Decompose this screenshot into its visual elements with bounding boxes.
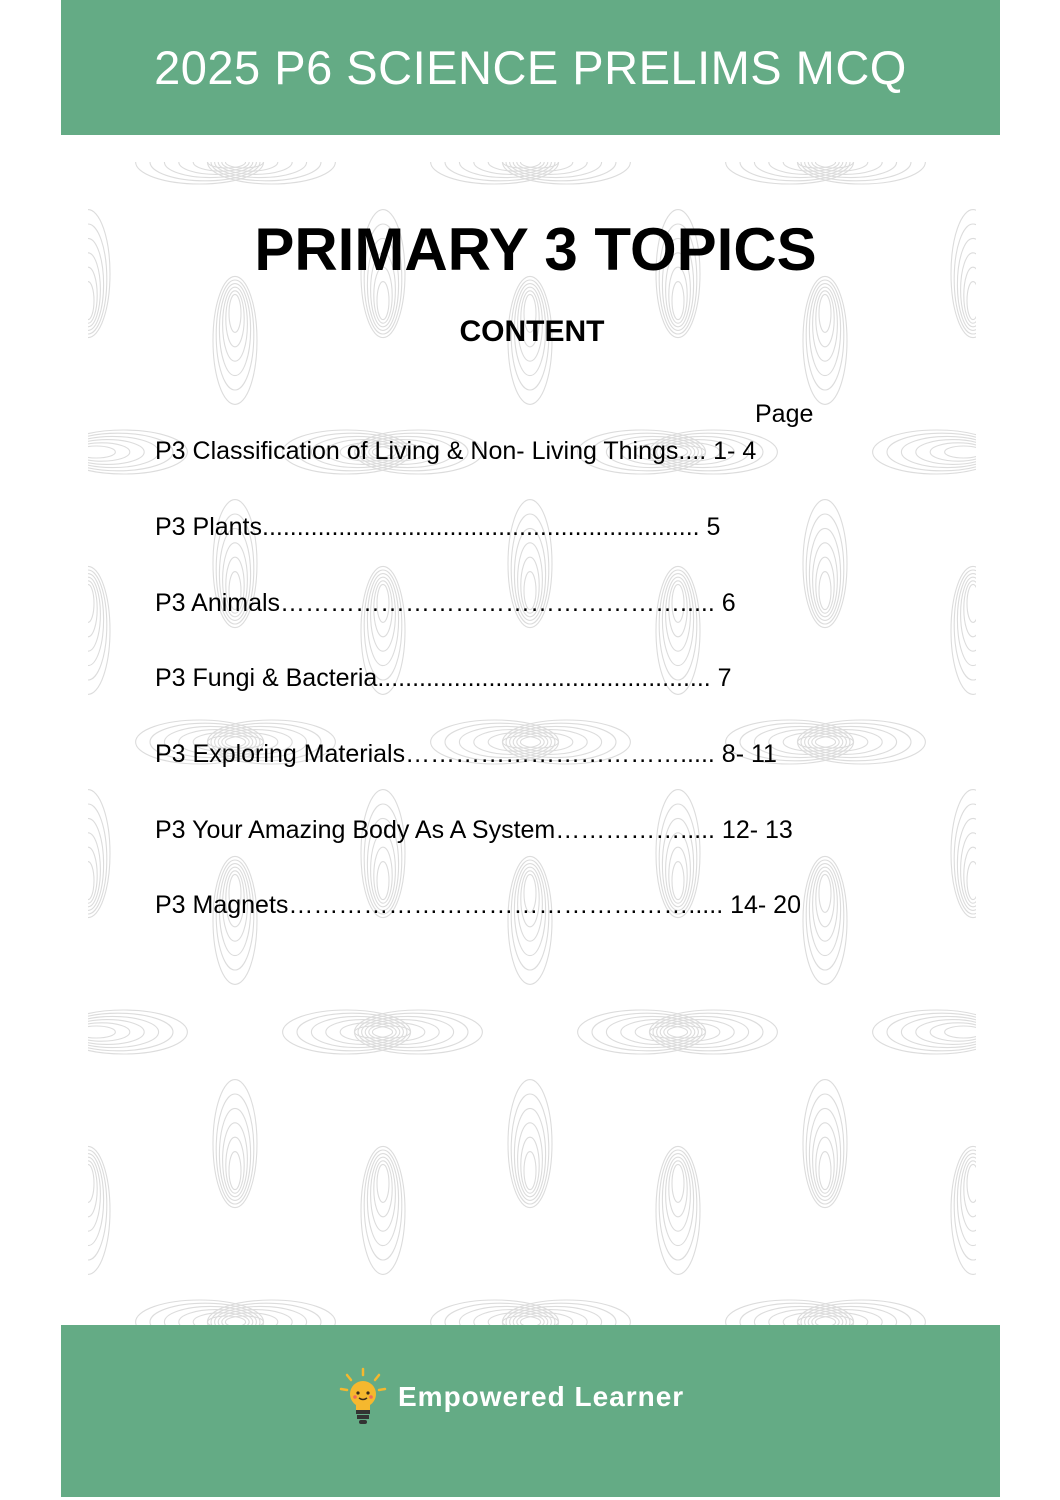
page-title: PRIMARY 3 TOPICS xyxy=(254,216,817,283)
toc-entry-plants: P3 Plants............................................................... 5 xyxy=(155,513,721,541)
toc-entry-fungi-bacteria: P3 Fungi & Bacteria................................................ 7 xyxy=(155,664,732,692)
header-band xyxy=(61,0,1000,135)
content-heading: CONTENT xyxy=(459,315,605,348)
toc-entry-magnets: P3 Magnets…………………………………………..... 14- 20 xyxy=(155,891,801,919)
toc-entry-classification: P3 Classification of Living & Non- Living Things.... 1- 4 xyxy=(155,437,757,465)
toc-entry-body-system: P3 Your Amazing Body As A System……………..... 12- 13 xyxy=(155,816,793,844)
brand-logo xyxy=(338,1367,684,1427)
header-title: 2025 P6 SCIENCE PRELIMS MCQ xyxy=(154,41,907,94)
toc-entry-animals: P3 Animals…………………………………………..... 6 xyxy=(155,589,736,617)
brand-name: Empowered Learner xyxy=(398,1381,685,1412)
lightbulb-icon xyxy=(338,1367,388,1427)
page-column-label: Page xyxy=(755,400,814,428)
toc-entry-exploring-materials: P3 Exploring Materials……………………………..... 8- 11 xyxy=(155,740,777,768)
